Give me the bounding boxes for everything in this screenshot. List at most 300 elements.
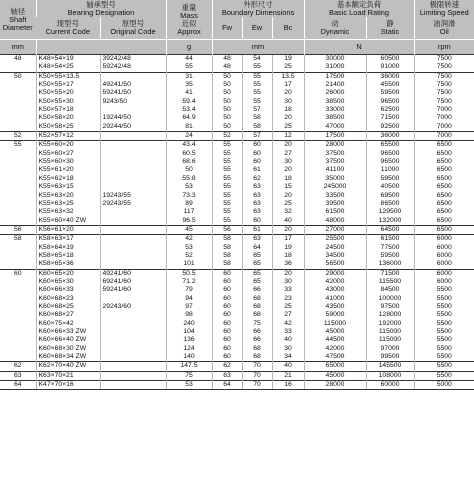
original-code-cell: [100, 362, 166, 371]
shaft-cell: [0, 200, 36, 208]
table-row: [0, 89, 474, 97]
original-code-cell: [100, 132, 166, 141]
static-load-cell: 115000: [366, 336, 414, 344]
mass-cell: 24: [166, 132, 212, 141]
fw-cell: 60: [212, 345, 242, 353]
dynamic-load-cell: 45000: [304, 328, 366, 336]
mass-cell: 53: [166, 183, 212, 191]
bc-cell: 34: [272, 353, 304, 362]
static-load-cell: 96500: [366, 158, 414, 166]
fw-cell: 50: [212, 123, 242, 132]
speed-cell: 6500: [414, 192, 474, 200]
bc-cell: 18: [272, 106, 304, 114]
speed-cell: 6000: [414, 260, 474, 269]
dynamic-load-cell: 31000: [304, 63, 366, 72]
original-code-cell: [100, 345, 166, 353]
speed-cell: 6500: [414, 141, 474, 150]
static-load-cell: 192000: [366, 320, 414, 328]
original-code-cell: [100, 217, 166, 226]
table-row: [0, 328, 474, 336]
dynamic-load-cell: 48000: [304, 217, 366, 226]
original-code-cell: 49241/60: [100, 269, 166, 278]
fw-cell: 56: [212, 225, 242, 234]
original-code-cell: 49241/50: [100, 81, 166, 89]
current-code-cell: K58×63×17: [36, 235, 100, 244]
shaft-cell: 56: [0, 225, 36, 234]
fw-cell: 50: [212, 106, 242, 114]
ew-cell: 70: [242, 381, 272, 390]
static-load-cell: 62500: [366, 106, 414, 114]
static-load-cell: 96500: [366, 150, 414, 158]
speed-cell: 7500: [414, 89, 474, 97]
dynamic-load-cell: 24500: [304, 244, 366, 252]
static-header: 静 Static: [366, 17, 414, 40]
fw-cell: 60: [212, 269, 242, 278]
static-load-cell: 99500: [366, 353, 414, 362]
bc-cell: 20: [272, 166, 304, 174]
dynamic-load-cell: 26000: [304, 89, 366, 97]
mass-cell: 68.6: [166, 158, 212, 166]
original-code-cell: 29244/50: [100, 123, 166, 132]
speed-cell: 5500: [414, 328, 474, 336]
dynamic-load-cell: 28000: [304, 141, 366, 150]
static-load-cell: 97500: [366, 303, 414, 311]
bc-cell: 33: [272, 328, 304, 336]
original-code-cell: [100, 244, 166, 252]
static-load-cell: 60500: [366, 55, 414, 64]
ew-cell: 60: [242, 158, 272, 166]
mass-cell: 60.5: [166, 150, 212, 158]
original-code-cell: [100, 225, 166, 234]
dynamic-load-cell: 29000: [304, 269, 366, 278]
fw-cell: 60: [212, 278, 242, 286]
shaft-cell: [0, 244, 36, 252]
original-code-cell: [100, 320, 166, 328]
fw-cell: 48: [212, 63, 242, 72]
table-body: [0, 55, 474, 390]
fw-cell: 60: [212, 336, 242, 344]
bc-cell: 15: [272, 183, 304, 191]
shaft-unit: mm: [0, 40, 36, 55]
bc-cell: 20: [272, 192, 304, 200]
table-row: [0, 320, 474, 328]
dynamic-load-cell: 25500: [304, 235, 366, 244]
mass-header: 重量 Mass 近似 Approx: [166, 0, 212, 40]
current-code-cell: K55×63×20: [36, 192, 100, 200]
table-row: [0, 286, 474, 294]
table-row: [0, 217, 474, 226]
speed-cell: 7500: [414, 98, 474, 106]
speed-cell: 7000: [414, 106, 474, 114]
current-code-cell: K55×63×25: [36, 200, 100, 208]
table-row: [0, 244, 474, 252]
shaft-cell: 64: [0, 381, 36, 390]
table-row: [0, 336, 474, 344]
speed-cell: 5500: [414, 295, 474, 303]
static-load-cell: 45500: [366, 81, 414, 89]
shaft-cell: 60: [0, 269, 36, 278]
table-row: [0, 114, 474, 122]
shaft-cell: [0, 320, 36, 328]
ew-cell: 66: [242, 328, 272, 336]
current-code-cell: K60×66×40 ZW: [36, 336, 100, 344]
bc-cell: 25: [272, 63, 304, 72]
table-row: [0, 81, 474, 89]
ew-cell: 65: [242, 252, 272, 260]
static-load-cell: 97000: [366, 345, 414, 353]
shaft-cell: 48: [0, 55, 36, 64]
ew-cell: 62: [242, 175, 272, 183]
mass-cell: 140: [166, 353, 212, 362]
bc-cell: 20: [272, 141, 304, 150]
table-row: [0, 123, 474, 132]
dynamic-load-cell: 38500: [304, 114, 366, 122]
original-code-cell: 69241/60: [100, 278, 166, 286]
current-code-cell: K55×60×30: [36, 158, 100, 166]
current-code-cell: K55×60×40 ZW: [36, 217, 100, 226]
mass-cell: 136: [166, 336, 212, 344]
mass-cell: 42: [166, 235, 212, 244]
mass-cell: 81: [166, 123, 212, 132]
bc-cell: 25: [272, 123, 304, 132]
fw-cell: 60: [212, 295, 242, 303]
current-code-cell: K50×55×20: [36, 89, 100, 97]
bc-cell: 17: [272, 81, 304, 89]
dynamic-load-cell: 61500: [304, 208, 366, 216]
original-code-cell: [100, 72, 166, 81]
bc-cell: 27: [272, 311, 304, 319]
table-row: [0, 141, 474, 150]
speed-cell: 5500: [414, 362, 474, 371]
original-code-cell: [100, 252, 166, 260]
fw-cell: 55: [212, 208, 242, 216]
current-code-cell: K56×61×20: [36, 225, 100, 234]
current-code-cell: K58×64×19: [36, 244, 100, 252]
current-code-cell: K60×68×30 ZW: [36, 345, 100, 353]
speed-cell: 5500: [414, 353, 474, 362]
ew-cell: 54: [242, 55, 272, 64]
current-code-cell: K50×57×18: [36, 106, 100, 114]
current-code-cell: K55×63×15: [36, 183, 100, 191]
original-code-cell: [100, 371, 166, 380]
fw-cell: 60: [212, 286, 242, 294]
mass-cell: 44: [166, 55, 212, 64]
ew-cell: 55: [242, 63, 272, 72]
original-code-cell: [100, 183, 166, 191]
table-row: [0, 175, 474, 183]
table-row: [0, 166, 474, 174]
static-load-cell: 91000: [366, 63, 414, 72]
bc-cell: 30: [272, 278, 304, 286]
static-load-cell: 96500: [366, 98, 414, 106]
current-code-header: 现型号 Current Code: [36, 17, 100, 40]
mass-cell: 104: [166, 328, 212, 336]
current-code-cell: K50×58×20: [36, 114, 100, 122]
speed-cell: 5500: [414, 286, 474, 294]
mass-cell: 53.4: [166, 106, 212, 114]
mass-cell: 64.9: [166, 114, 212, 122]
static-load-cell: 36000: [366, 72, 414, 81]
shaft-cell: 52: [0, 132, 36, 141]
shaft-cell: [0, 81, 36, 89]
dynamic-load-cell: 17500: [304, 132, 366, 141]
speed-cell: 6000: [414, 244, 474, 252]
current-code-cell: K55×60×20: [36, 141, 100, 150]
current-code-cell: K60×65×30: [36, 278, 100, 286]
static-load-cell: 61500: [366, 235, 414, 244]
dynamic-load-cell: 28000: [304, 381, 366, 390]
shaft-cell: 63: [0, 371, 36, 380]
original-code-cell: 39242/48: [100, 55, 166, 64]
ew-cell: 68: [242, 295, 272, 303]
static-load-cell: 64500: [366, 225, 414, 234]
shaft-cell: [0, 217, 36, 226]
ew-cell: 57: [242, 106, 272, 114]
table-row: [0, 106, 474, 114]
original-code-header: 原型号 Original Code: [100, 17, 166, 40]
static-load-cell: 136000: [366, 260, 414, 269]
bc-cell: 40: [272, 362, 304, 371]
shaft-cell: 62: [0, 362, 36, 371]
shaft-cell: [0, 183, 36, 191]
bc-cell: 36: [272, 260, 304, 269]
boundary-header: 外形尺寸 Boundary Dimensions: [212, 0, 304, 17]
current-code-cell: K60×68×23: [36, 295, 100, 303]
fw-cell: 50: [212, 72, 242, 81]
original-code-cell: [100, 328, 166, 336]
static-load-cell: 40500: [366, 183, 414, 191]
current-code-cell: K50×58×25: [36, 123, 100, 132]
original-code-cell: [100, 295, 166, 303]
speed-cell: 5000: [414, 381, 474, 390]
fw-cell: 55: [212, 141, 242, 150]
bc-cell: 42: [272, 320, 304, 328]
current-code-cell: K50×55×13.5: [36, 72, 100, 81]
original-code-cell: 59241/50: [100, 89, 166, 97]
fw-cell: 55: [212, 175, 242, 183]
ew-cell: 58: [242, 114, 272, 122]
speed-cell: 5500: [414, 311, 474, 319]
speed-cell: 6500: [414, 183, 474, 191]
table-row: [0, 208, 474, 216]
shaft-cell: 50: [0, 72, 36, 81]
shaft-cell: 55: [0, 141, 36, 150]
dynamic-load-cell: 245000: [304, 183, 366, 191]
dynamic-load-cell: 30000: [304, 55, 366, 64]
ew-cell: 57: [242, 132, 272, 141]
ew-cell: 70: [242, 362, 272, 371]
bc-cell: 40: [272, 336, 304, 344]
bc-cell: 25: [272, 200, 304, 208]
dynamic-load-cell: 43500: [304, 303, 366, 311]
dynamic-load-cell: 47500: [304, 353, 366, 362]
fw-cell: 50: [212, 98, 242, 106]
speed-header: 极限转速 Limiting Speed: [414, 0, 474, 17]
dynamic-load-cell: 38500: [304, 98, 366, 106]
shaft-cell: [0, 353, 36, 362]
speed-cell: 7500: [414, 55, 474, 64]
mass-cell: 55.8: [166, 175, 212, 183]
speed-cell: 7500: [414, 72, 474, 81]
original-code-cell: [100, 158, 166, 166]
ew-cell: 63: [242, 183, 272, 191]
oil-header: 油润滑 Oil: [414, 17, 474, 40]
mass-cell: 45: [166, 225, 212, 234]
designation-header: 轴承型号 Bearing Designation: [36, 0, 166, 17]
mass-cell: 79: [166, 286, 212, 294]
ew-cell: 68: [242, 353, 272, 362]
mass-cell: 59.4: [166, 98, 212, 106]
shaft-cell: [0, 123, 36, 132]
current-code-cell: K55×62×18: [36, 175, 100, 183]
table-row: [0, 200, 474, 208]
shaft-cell: [0, 166, 36, 174]
fw-cell: 48: [212, 55, 242, 64]
fw-cell: 55: [212, 166, 242, 174]
shaft-cell: [0, 303, 36, 311]
ew-cell: 63: [242, 235, 272, 244]
static-load-cell: 69500: [366, 192, 414, 200]
table-row: [0, 362, 474, 371]
speed-cell: 7000: [414, 123, 474, 132]
bc-cell: 40: [272, 217, 304, 226]
ew-cell: 60: [242, 150, 272, 158]
original-code-cell: [100, 106, 166, 114]
current-code-cell: K48×54×25: [36, 63, 100, 72]
table-row: [0, 381, 474, 390]
speed-cell: 7000: [414, 132, 474, 141]
static-load-cell: 115500: [366, 278, 414, 286]
current-code-cell: K58×65×18: [36, 252, 100, 260]
table-row: [0, 353, 474, 362]
speed-cell: 6500: [414, 166, 474, 174]
dynamic-load-cell: 17500: [304, 72, 366, 81]
shaft-cell: [0, 252, 36, 260]
dynamic-load-cell: 43000: [304, 286, 366, 294]
dynamic-load-cell: 33000: [304, 106, 366, 114]
table-row: [0, 55, 474, 64]
static-load-cell: 59500: [366, 89, 414, 97]
ew-cell: 63: [242, 208, 272, 216]
mass-cell: 98: [166, 311, 212, 319]
mass-cell: 55: [166, 63, 212, 72]
original-code-cell: [100, 381, 166, 390]
speed-cell: 7500: [414, 63, 474, 72]
ew-cell: 66: [242, 286, 272, 294]
shaft-cell: [0, 260, 36, 269]
mass-unit: g: [166, 40, 212, 55]
fw-cell: 63: [212, 371, 242, 380]
shaft-header: 轴径 Shaft Diameter: [0, 0, 36, 40]
fw-cell: 50: [212, 81, 242, 89]
static-load-cell: 65500: [366, 141, 414, 150]
dynamic-load-cell: 59000: [304, 311, 366, 319]
table-row: [0, 72, 474, 81]
speed-cell: 6500: [414, 158, 474, 166]
current-code-cell: K60×68×25: [36, 303, 100, 311]
current-code-cell: K60×68×27: [36, 311, 100, 319]
speed-cell: 6000: [414, 252, 474, 260]
fw-header: Fw: [212, 17, 242, 40]
fw-cell: 55: [212, 150, 242, 158]
mass-cell: 71.2: [166, 278, 212, 286]
speed-cell: 5500: [414, 371, 474, 380]
shaft-cell: [0, 150, 36, 158]
ew-cell: 66: [242, 336, 272, 344]
dynamic-load-cell: 21400: [304, 81, 366, 89]
current-code-cell: K55×63×32: [36, 208, 100, 216]
current-code-cell: K50×55×30: [36, 98, 100, 106]
shaft-cell: [0, 311, 36, 319]
mass-cell: 53: [166, 381, 212, 390]
original-code-cell: [100, 260, 166, 269]
table-row: [0, 192, 474, 200]
ew-cell: 68: [242, 303, 272, 311]
fw-cell: 58: [212, 252, 242, 260]
shaft-cell: [0, 63, 36, 72]
static-load-cell: 77500: [366, 244, 414, 252]
table-row: [0, 98, 474, 106]
dynamic-load-cell: 47000: [304, 123, 366, 132]
current-code-cell: K52×57×12: [36, 132, 100, 141]
bc-cell: 17: [272, 235, 304, 244]
table-row: [0, 235, 474, 244]
speed-cell: 6500: [414, 150, 474, 158]
mass-cell: 50.5: [166, 269, 212, 278]
current-code-cell: K60×75×42: [36, 320, 100, 328]
table-row: [0, 260, 474, 269]
original-code-cell: [100, 208, 166, 216]
fw-cell: 55: [212, 217, 242, 226]
ew-cell: 55: [242, 81, 272, 89]
speed-cell: 7500: [414, 81, 474, 89]
mass-cell: 97: [166, 303, 212, 311]
static-load-cell: 100000: [366, 295, 414, 303]
fw-cell: 58: [212, 244, 242, 252]
dynamic-load-cell: 33500: [304, 192, 366, 200]
fw-cell: 60: [212, 353, 242, 362]
current-code-cell: K60×66×33 ZW: [36, 328, 100, 336]
ew-cell: 63: [242, 200, 272, 208]
static-load-cell: 36000: [366, 132, 414, 141]
shaft-cell: [0, 98, 36, 106]
table-row: [0, 371, 474, 380]
ew-cell: 55: [242, 72, 272, 81]
current-code-cell: K48×54×19: [36, 55, 100, 64]
bc-header: Bc: [272, 17, 304, 40]
static-load-cell: 60000: [366, 381, 414, 390]
bc-cell: 21: [272, 371, 304, 380]
speed-cell: 6500: [414, 200, 474, 208]
shaft-cell: 58: [0, 235, 36, 244]
bc-cell: 32: [272, 208, 304, 216]
boundary-unit: mm: [212, 40, 304, 55]
current-code-cell: K63×70×21: [36, 371, 100, 380]
dynamic-load-cell: 35000: [304, 175, 366, 183]
static-load-cell: 145500: [366, 362, 414, 371]
bc-cell: 20: [272, 269, 304, 278]
bc-cell: 20: [272, 225, 304, 234]
current-code-cell: K60×66×33: [36, 286, 100, 294]
mass-cell: 147.5: [166, 362, 212, 371]
mass-cell: 94: [166, 295, 212, 303]
ew-cell: 75: [242, 320, 272, 328]
ew-header: Ew: [242, 17, 272, 40]
ew-cell: 60: [242, 217, 272, 226]
ew-cell: 63: [242, 192, 272, 200]
speed-cell: 5500: [414, 345, 474, 353]
speed-cell: 6000: [414, 235, 474, 244]
